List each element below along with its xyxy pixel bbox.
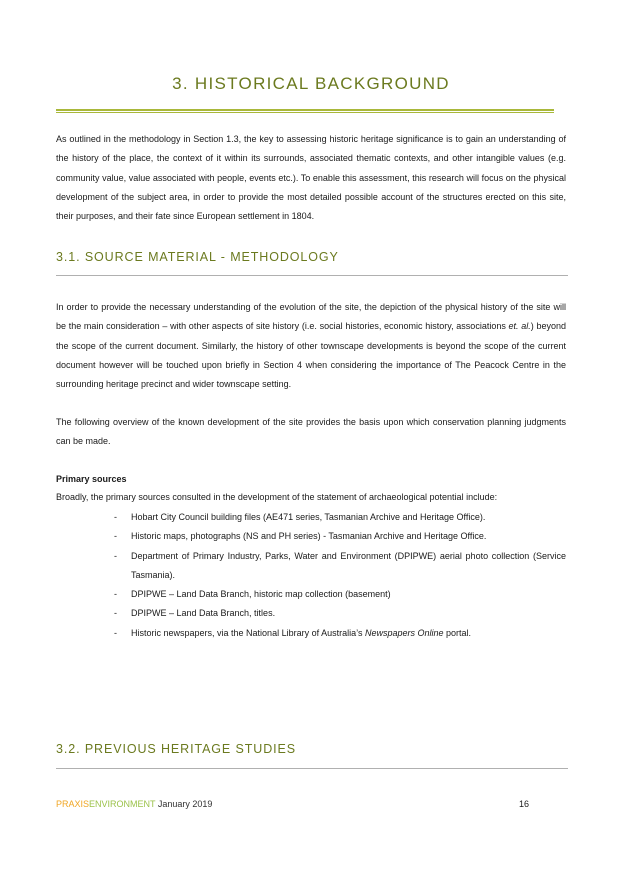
- list-item-text-a: Historic newspapers, via the National Library of Australia’s: [131, 627, 365, 638]
- heading-rule-thin: [56, 112, 554, 113]
- list-item: [56, 585, 566, 604]
- methodology-text-b: ) beyond the scope of the current document. Similarly, the history of other townscape developments is beyond the scope of the current document however will be touched upon briefly in Section 4 when considering the importance of The Peacock Centre in the surrounding heritage precinct and wider townscape setting.: [56, 321, 566, 390]
- list-item-text: Historic maps, photographs (NS and PH series) - Tasmanian Archive and Heritage Office.: [131, 531, 487, 542]
- methodology-text-a: In order to provide the necessary understanding of the evolution of the site, the depiction of the physical history of the site will be the main consideration – with other aspects of site history (i.e. social histories, economic history, associations: [56, 302, 566, 332]
- list-item: [56, 527, 566, 546]
- heading-rule: [56, 109, 554, 111]
- primary-sources-intro: Broadly, the primary sources consulted in the development of the statement of archaeological potential include:: [56, 492, 498, 502]
- primary-sources-heading: Primary sources: [56, 474, 127, 484]
- section-3-2-heading: 3.2. PREVIOUS HERITAGE STUDIES: [56, 742, 297, 756]
- list-item-text: DPIPWE – Land Data Branch, historic map collection (basement): [131, 589, 391, 600]
- list-item: [56, 624, 566, 643]
- footer-brand-environment: ENVIRONMENT: [89, 799, 156, 809]
- list-item-text: DPIPWE – Land Data Branch, titles.: [131, 608, 276, 619]
- list-item-text: Hobart City Council building files (AE471 series, Tasmanian Archive and Heritage Office).: [131, 512, 486, 522]
- bullet-dash: -: [114, 627, 117, 638]
- chapter-heading: 3. HISTORICAL BACKGROUND: [172, 74, 450, 93]
- footer-brand-praxis: PRAXIS: [56, 799, 90, 809]
- bullet-dash: -: [114, 589, 117, 600]
- list-item: [56, 604, 566, 623]
- footer-date: January 2019: [155, 799, 213, 809]
- list-item: [56, 547, 566, 586]
- primary-sources-list: [56, 508, 566, 643]
- list-item-text-b: portal.: [443, 627, 472, 638]
- methodology-paragraph: [56, 298, 566, 394]
- footer-brand: [56, 799, 212, 809]
- bullet-dash: -: [114, 512, 117, 522]
- bullet-dash: -: [114, 608, 117, 619]
- list-item-text-em: Newspapers Online: [364, 627, 444, 638]
- bullet-dash: -: [114, 531, 117, 542]
- methodology-text-em: et. al.: [508, 321, 531, 332]
- list-item: [56, 508, 566, 527]
- section-3-1-rule: [56, 275, 568, 276]
- section-3-1-heading: 3.1. SOURCE MATERIAL - METHODOLOGY: [56, 250, 339, 264]
- section-3-2-rule: [56, 768, 568, 769]
- overview-paragraph: The following overview of the known development of the site provides the basis upon which conservation planning judgments can be made.: [56, 417, 566, 447]
- list-item-text: Department of Primary Industry, Parks, Water and Environment (DPIPWE) aerial photo collection (Service Tasmania).: [131, 550, 566, 580]
- page-number: 16: [519, 799, 530, 809]
- intro-paragraph: As outlined in the methodology in Section 1.3, the key to assessing historic heritage significance is to gain an understanding of the history of the place, the context of it within its surrounds, associated thematic contexts, and other intangible values (e.g. community value, value associated with people, events etc.). To enable this assessment, this research will focus on the physical development of the subject area, in order to provide the most detailed possible account of the structures erected on this site, their purposes, and their fate since European settlement in 1804.: [56, 134, 566, 222]
- bullet-dash: -: [114, 550, 117, 561]
